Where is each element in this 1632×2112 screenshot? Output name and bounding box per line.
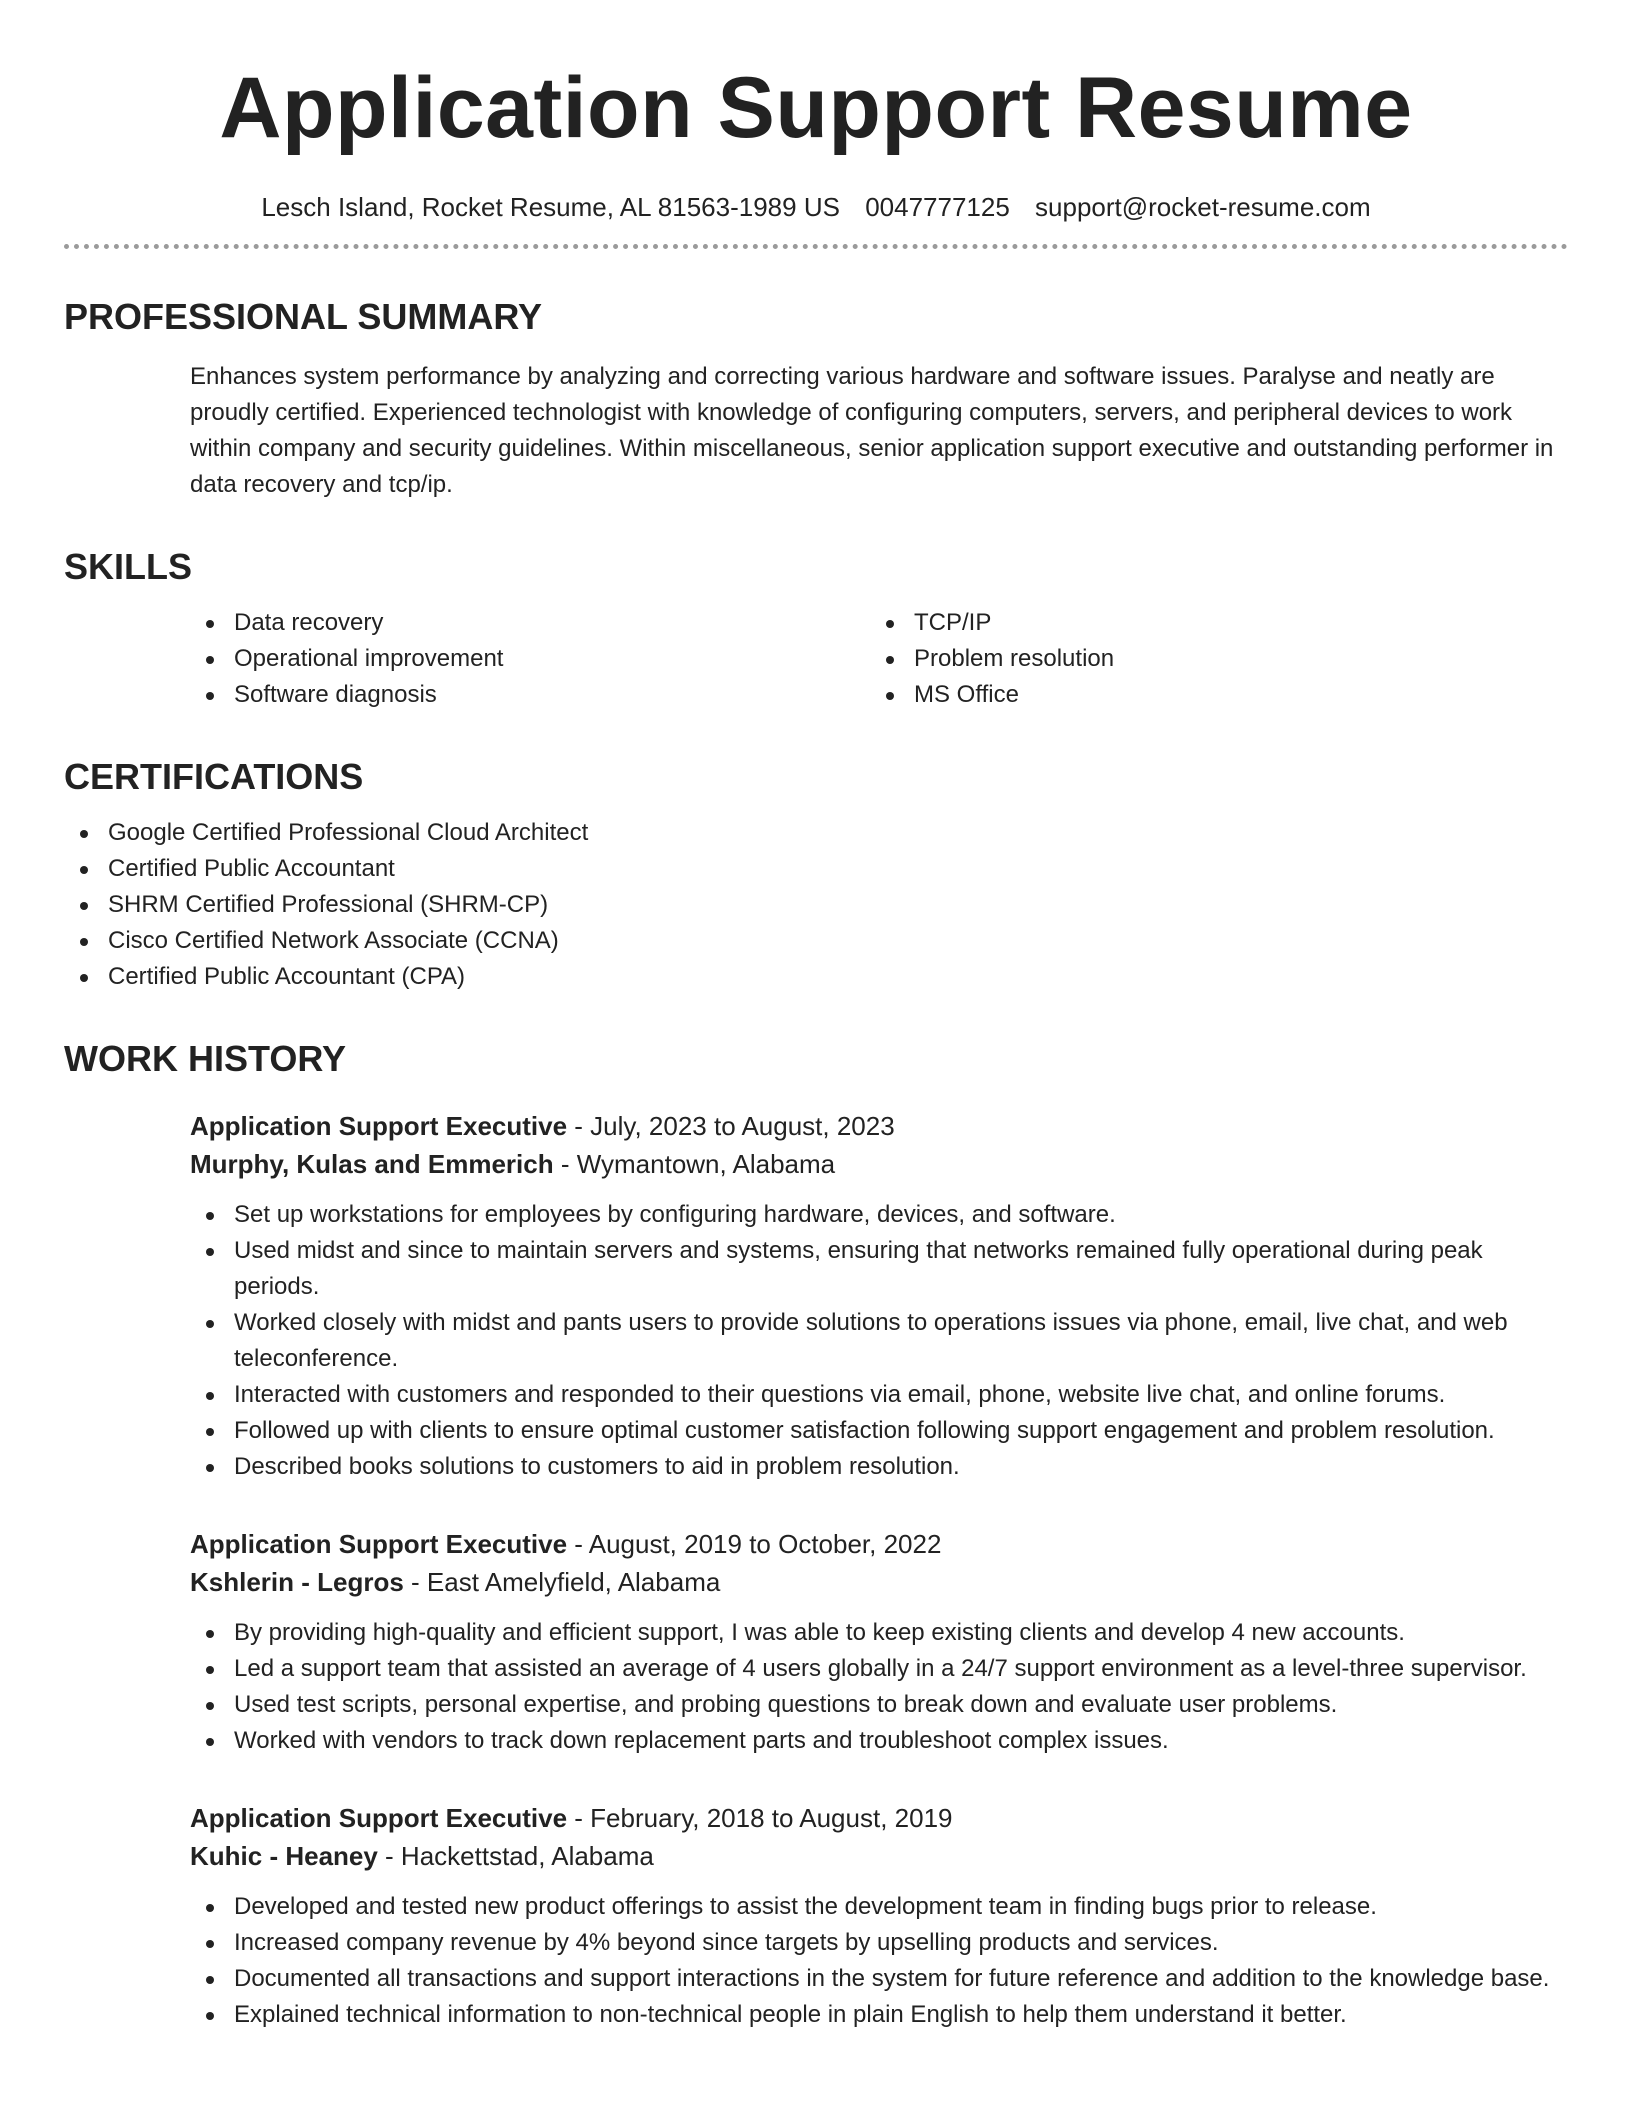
contact-address: Lesch Island, Rocket Resume, AL 81563-1989 US <box>261 192 840 222</box>
job-title-line <box>190 1799 1568 1837</box>
certification-item: Google Certified Professional Cloud Architect <box>64 815 1568 851</box>
certifications-section <box>64 755 1568 995</box>
summary-text: Enhances system performance by analyzing and correcting various hardware and software issues. Paralyse and neatly are proudly certified. Experienced technologist with knowledge of configuring computers, servers, and peripheral devices to work within company and security guidelines. Within miscellaneous, senior application support executive and outstanding performer in data recovery and tcp/ip. <box>190 363 1554 498</box>
job-entry <box>190 1525 1568 1759</box>
work-history-heading: WORK HISTORY <box>64 1038 347 1079</box>
skill-item: MS Office <box>870 677 1550 713</box>
job-location: - Wymantown, Alabama <box>553 1149 836 1179</box>
job-bullet: Explained technical information to non-technical people in plain English to help them understand it better. <box>190 1997 1568 2033</box>
job-bullets <box>190 1615 1568 1759</box>
job-bullet: By providing high-quality and efficient support, I was able to keep existing clients and develop 4 new accounts. <box>190 1615 1568 1651</box>
skill-item: Software diagnosis <box>190 677 870 713</box>
job-dates: - February, 2018 to August, 2019 <box>567 1803 953 1833</box>
job-entry <box>190 1107 1568 1485</box>
job-bullet: Increased company revenue by 4% beyond since targets by upselling products and services. <box>190 1925 1568 1961</box>
contact-phone: 0047777125 <box>865 192 1010 222</box>
job-company: Murphy, Kulas and Emmerich <box>190 1149 554 1179</box>
certifications-heading: CERTIFICATIONS <box>64 756 364 797</box>
contact-line <box>64 190 1568 224</box>
job-bullets <box>190 1197 1568 1485</box>
job-title-line <box>190 1107 1568 1145</box>
certification-item: Cisco Certified Network Associate (CCNA) <box>64 923 1568 959</box>
summary-heading: PROFESSIONAL SUMMARY <box>64 296 543 337</box>
job-bullet: Documented all transactions and support interactions in the system for future reference and addition to the knowledge base. <box>190 1961 1568 1997</box>
skill-item: Operational improvement <box>190 641 870 677</box>
job-company-line <box>190 1145 1568 1183</box>
certifications-list <box>64 815 1568 995</box>
job-bullet: Set up workstations for employees by configuring hardware, devices, and software. <box>190 1197 1568 1233</box>
skills-heading: SKILLS <box>64 546 193 587</box>
contact-email: support@rocket-resume.com <box>1035 192 1371 222</box>
job-title: Application Support Executive <box>190 1803 568 1833</box>
job-bullet: Described books solutions to customers to aid in problem resolution. <box>190 1449 1568 1485</box>
certification-item: Certified Public Accountant <box>64 851 1568 887</box>
work-history-section <box>64 1037 1568 2033</box>
job-bullet: Developed and tested new product offerings to assist the development team in finding bugs prior to release. <box>190 1889 1568 1925</box>
job-dates: - August, 2019 to October, 2022 <box>567 1529 942 1559</box>
skills-list-right <box>870 605 1550 713</box>
skills-grid <box>190 589 1568 713</box>
header-divider <box>64 244 1568 249</box>
skills-section <box>64 545 1568 713</box>
job-bullet: Worked closely with midst and pants users to provide solutions to operations issues via phone, email, live chat, and web teleconference. <box>190 1305 1568 1377</box>
job-bullet: Interacted with customers and responded to their questions via email, phone, website live chat, and online forums. <box>190 1377 1568 1413</box>
skills-list-left <box>190 605 870 713</box>
job-company: Kuhic - Heaney <box>190 1841 378 1871</box>
job-bullet: Followed up with clients to ensure optimal customer satisfaction following support engagement and problem resolution. <box>190 1413 1568 1449</box>
job-dates: - July, 2023 to August, 2023 <box>567 1111 895 1141</box>
job-bullet: Led a support team that assisted an average of 4 users globally in a 24/7 support environment as a level-three supervisor. <box>190 1651 1568 1687</box>
job-company: Kshlerin - Legros <box>190 1567 404 1597</box>
certification-item: SHRM Certified Professional (SHRM-CP) <box>64 887 1568 923</box>
skill-item: Data recovery <box>190 605 870 641</box>
skill-item: TCP/IP <box>870 605 1550 641</box>
job-company-line <box>190 1563 1568 1601</box>
job-location: - Hackettstad, Alabama <box>377 1841 654 1871</box>
job-bullets <box>190 1889 1568 2033</box>
skill-item: Problem resolution <box>870 641 1550 677</box>
resume-title: Application Support Resume <box>219 60 1413 156</box>
job-location: - East Amelyfield, Alabama <box>403 1567 721 1597</box>
job-company-line <box>190 1837 1568 1875</box>
certification-item: Certified Public Accountant (CPA) <box>64 959 1568 995</box>
job-title-line <box>190 1525 1568 1563</box>
summary-section <box>64 295 1568 503</box>
job-bullet: Used test scripts, personal expertise, and probing questions to break down and evaluate user problems. <box>190 1687 1568 1723</box>
job-entry <box>190 1799 1568 2033</box>
job-title: Application Support Executive <box>190 1111 568 1141</box>
job-bullet: Used midst and since to maintain servers and systems, ensuring that networks remained fully operational during peak periods. <box>190 1233 1568 1305</box>
job-title: Application Support Executive <box>190 1529 568 1559</box>
job-bullet: Worked with vendors to track down replacement parts and troubleshoot complex issues. <box>190 1723 1568 1759</box>
